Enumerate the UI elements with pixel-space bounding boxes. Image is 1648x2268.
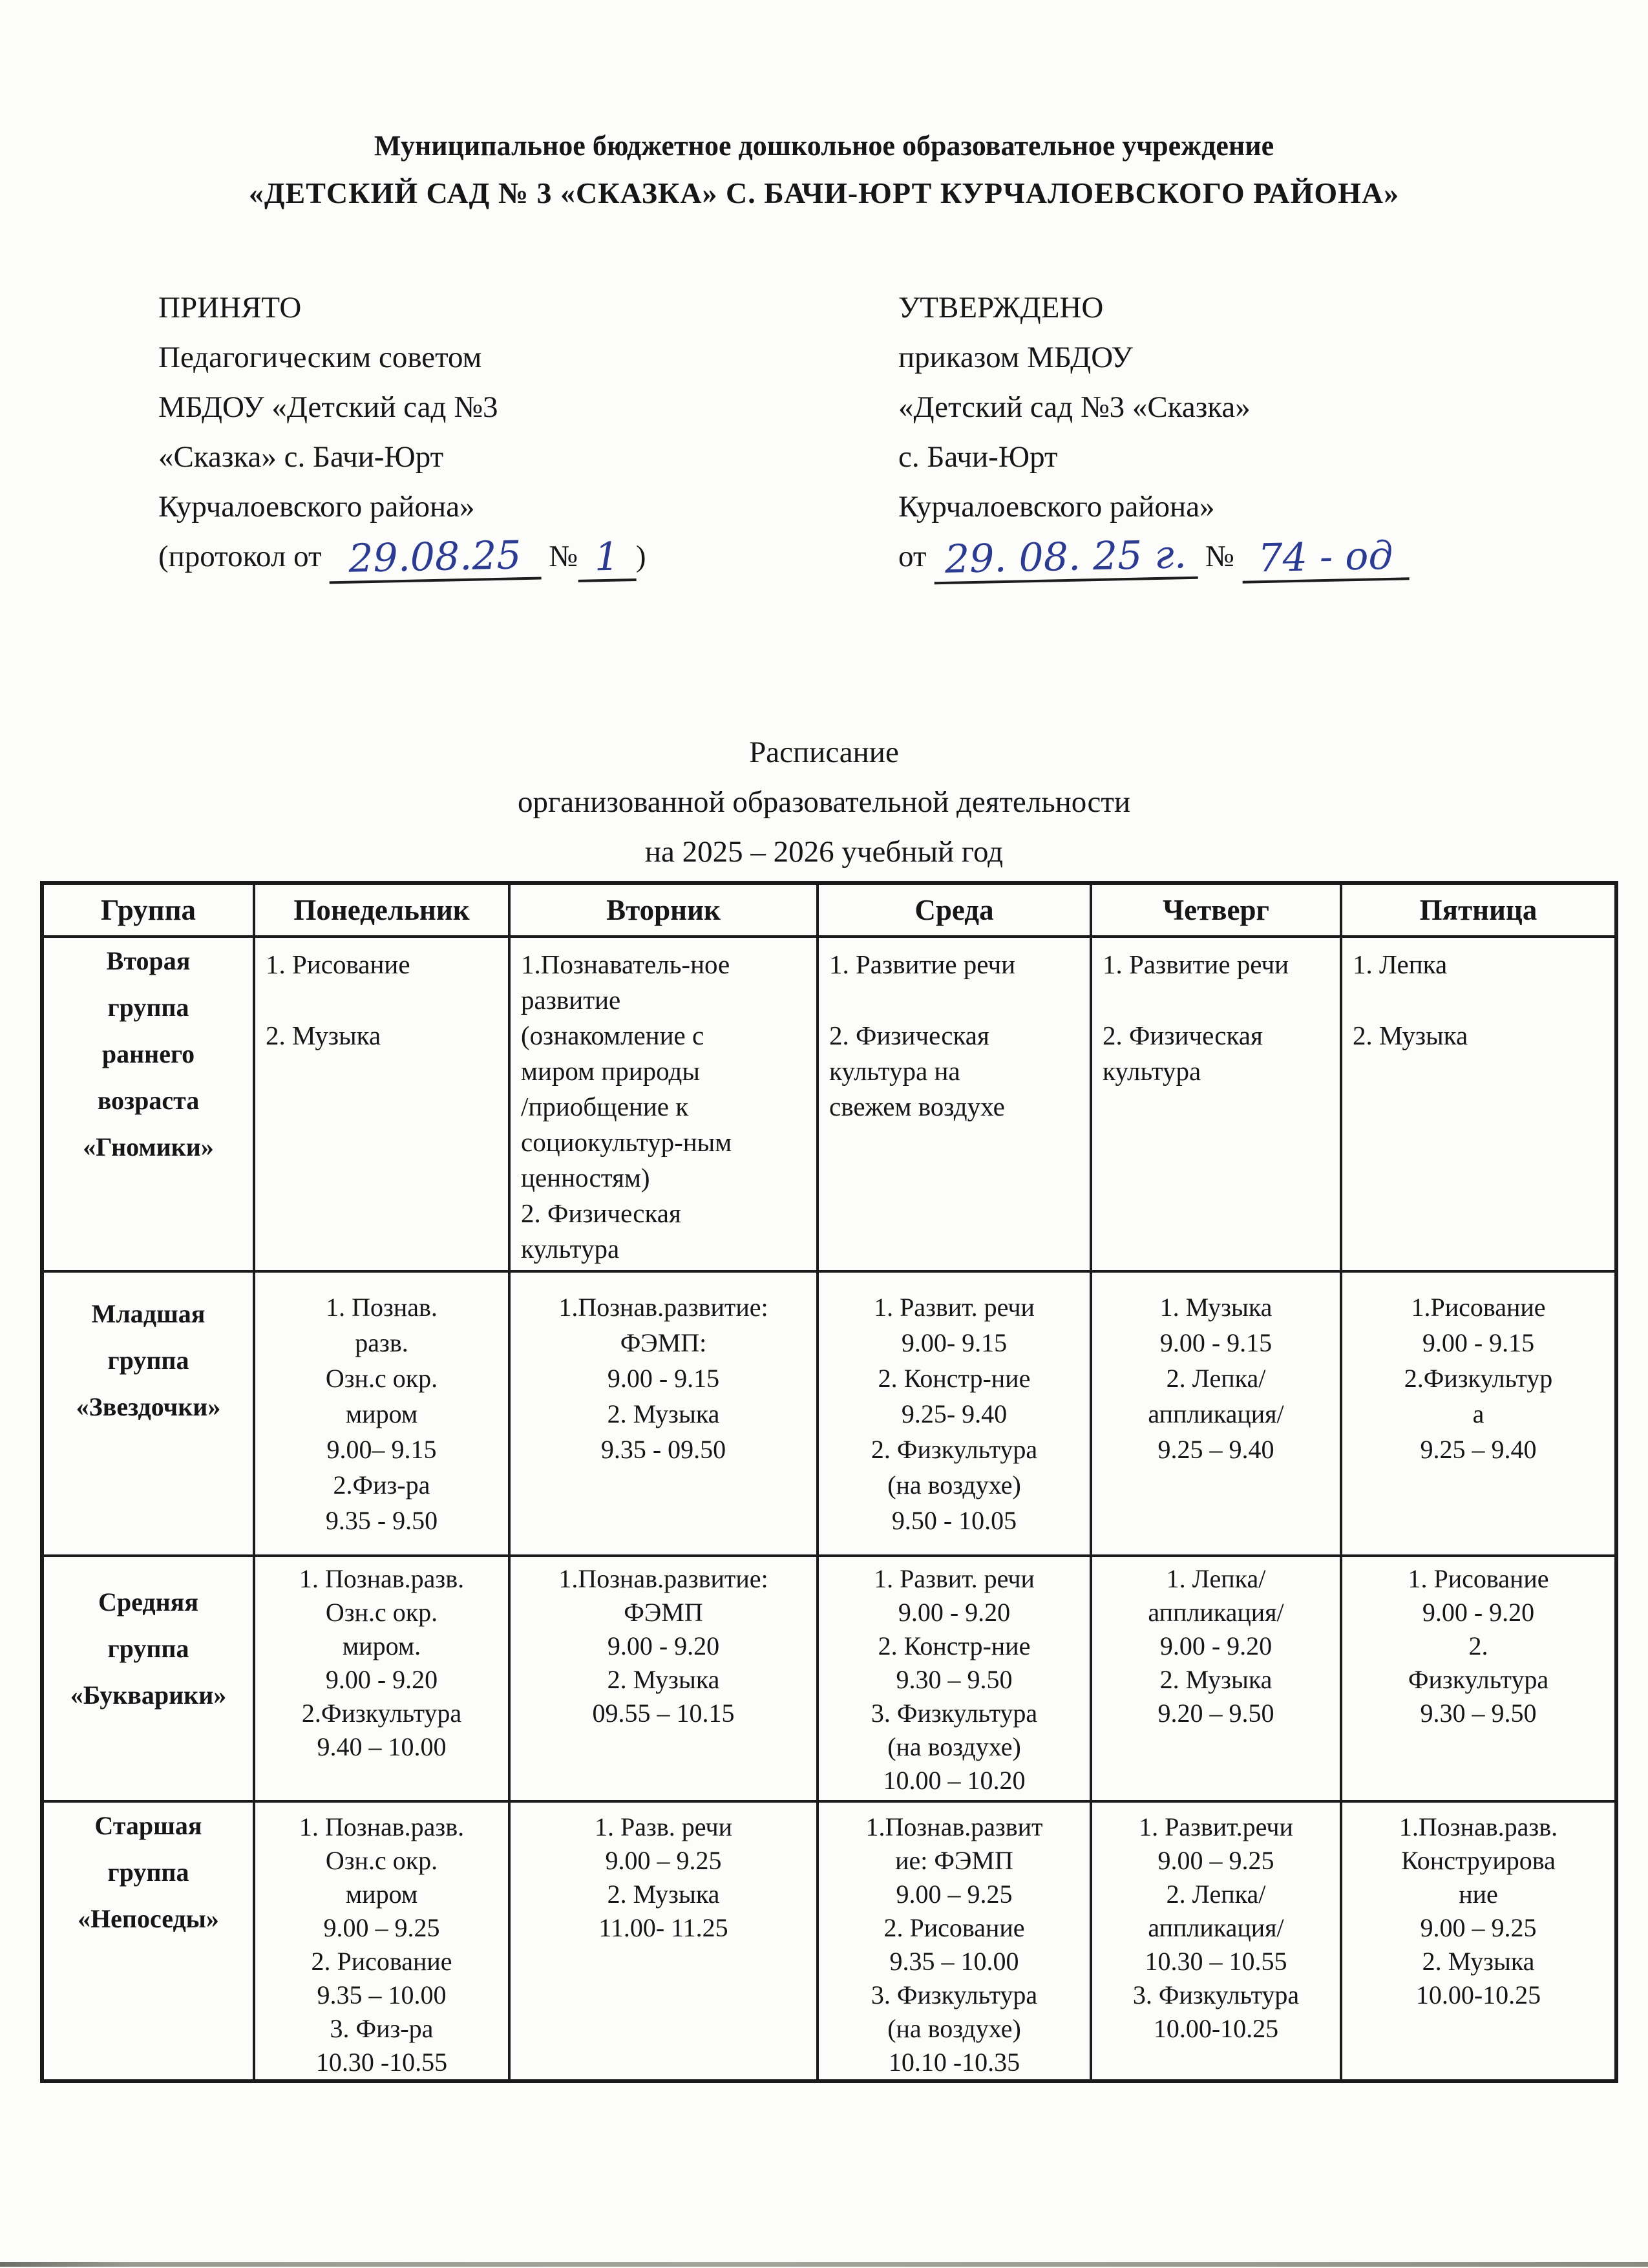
cell-line: возраста <box>97 1086 200 1115</box>
cell-line: 3. Физкультура <box>871 1980 1038 2009</box>
approved-line: приказом МБДОУ <box>898 341 1133 374</box>
cell-line: разв. <box>355 1328 408 1357</box>
schedule-cell-1-4 <box>1341 1271 1616 1556</box>
cell-line: Младшая <box>91 1299 206 1328</box>
handwritten-order-number: 74 - од <box>1241 536 1409 583</box>
cell-line: 1. Развит. речи <box>874 1564 1035 1593</box>
cell-line: 1. Лепка/ <box>1166 1564 1266 1593</box>
cell-line: ФЭМП <box>624 1598 703 1627</box>
cell-line: ценностям) <box>521 1163 650 1192</box>
schedule-cell-1-3 <box>1091 1271 1341 1556</box>
cell-line: 1. Познав.разв. <box>299 1812 465 1841</box>
schedule-cell-3-2 <box>818 1801 1091 2081</box>
cell-line: «Гномики» <box>83 1132 214 1161</box>
cell-line: 9.00 - 9.15 <box>607 1364 720 1393</box>
cell-line: 2.Физкультур <box>1404 1364 1553 1393</box>
cell-line: 9.35 - 9.50 <box>325 1506 438 1535</box>
cell-line: 9.50 - 10.05 <box>891 1506 1017 1535</box>
schedule-cell-0-3 <box>1091 937 1341 1271</box>
cell-line: 9.00 - 9.20 <box>1159 1631 1273 1660</box>
accepted-title: ПРИНЯТО <box>158 291 302 324</box>
cell-line: (на воздухе) <box>887 1732 1021 1761</box>
schedule-cell-0-2 <box>818 937 1091 1271</box>
cell-line: 2. Констр-ние <box>878 1364 1031 1393</box>
cell-line: 9.30 – 9.50 <box>896 1665 1013 1694</box>
schedule-title-line1: Расписание <box>749 736 899 769</box>
cell-line: 2. Констр-ние <box>878 1631 1031 1660</box>
cell-line: 9.25 – 9.40 <box>1420 1435 1537 1464</box>
cell-line: ие: ФЭМП <box>895 1846 1013 1875</box>
cell-line: 2. Физкультура <box>871 1435 1038 1464</box>
cell-line: 09.55 – 10.15 <box>592 1699 735 1728</box>
cell-line: 9.00 – 9.25 <box>1420 1913 1537 1942</box>
cell-line: 2. Музыка <box>607 1665 720 1694</box>
cell-line: 10.00-10.25 <box>1415 1980 1541 2009</box>
group-name-cell <box>42 1801 254 2081</box>
cell-line: (на воздухе) <box>887 1470 1021 1500</box>
cell-line: 2. Музыка <box>607 1399 720 1428</box>
cell-line: 10.00-10.25 <box>1153 2014 1279 2043</box>
cell-line: 11.00- 11.25 <box>598 1913 728 1942</box>
cell-line <box>1103 982 1336 1018</box>
cell-line: 1.Рисование <box>1411 1293 1546 1322</box>
cell-line: миром природы <box>521 1056 700 1086</box>
cell-line: 9.00 – 9.25 <box>896 1880 1013 1909</box>
schedule-title <box>0 728 1648 877</box>
schedule-table-head <box>42 883 1616 937</box>
cell-line: Средняя <box>98 1587 198 1616</box>
cell-line: 9.00 - 9.20 <box>325 1665 438 1694</box>
group-row-2 <box>42 1556 1616 1801</box>
cell-line: группа <box>107 1346 189 1375</box>
cell-line: 9.00 - 9.15 <box>1422 1328 1535 1357</box>
cell-line: культура на <box>829 1056 960 1086</box>
cell-line: 9.00 - 9.15 <box>1159 1328 1273 1357</box>
approved-block <box>898 283 1409 582</box>
org-name-line1: Муниципальное бюджетное дошкольное образовательное учреждение <box>374 130 1274 162</box>
cell-line: 9.00– 9.15 <box>326 1435 437 1464</box>
cell-line: 9.35 – 10.00 <box>317 1980 447 2009</box>
cell-line: 2.Физкультура <box>301 1699 462 1728</box>
cell-line: /приобщение к <box>521 1092 689 1121</box>
cell-line: миром <box>345 1399 418 1428</box>
scan-edge-artifact <box>0 2262 1648 2267</box>
schedule-cell-2-2 <box>818 1556 1091 1801</box>
cell-line: 9.35 – 10.00 <box>889 1947 1019 1976</box>
handwritten-order-date: 29. 08. 25 г. <box>934 535 1198 585</box>
cell-line: ФЭМП: <box>620 1328 707 1357</box>
cell-line: 2. Музыка <box>266 1021 381 1050</box>
cell-line: 10.30 – 10.55 <box>1145 1947 1287 1976</box>
cell-line: 1.Познав.разв. <box>1399 1812 1558 1841</box>
column-header-0: Группа <box>42 883 254 937</box>
schedule-cell-0-1 <box>509 937 818 1271</box>
cell-line <box>1353 982 1611 1018</box>
cell-line: Озн.с окр. <box>325 1364 438 1393</box>
cell-line: 3. Физ-ра <box>330 2014 434 2043</box>
schedule-cell-2-4 <box>1341 1556 1616 1801</box>
cell-line: 9.30 – 9.50 <box>1420 1699 1537 1728</box>
approved-line: «Детский сад №3 «Сказка» <box>898 390 1251 424</box>
approved-line: с. Бачи-Юрт <box>898 440 1058 474</box>
schedule-cell-1-2 <box>818 1271 1091 1556</box>
cell-line: 1. Развитие речи <box>829 949 1016 979</box>
cell-line: Старшая <box>94 1811 202 1840</box>
cell-line: 1. Лепка <box>1353 949 1448 979</box>
column-header-4: Четверг <box>1091 883 1341 937</box>
cell-line: «Звездочки» <box>76 1392 221 1421</box>
cell-line: 2. Музыка <box>1422 1947 1535 1976</box>
cell-line <box>829 982 1086 1018</box>
cell-line: культура <box>1103 1056 1201 1086</box>
protocol-suffix: ) <box>635 540 646 573</box>
protocol-line <box>158 532 646 582</box>
cell-line: 9.25- 9.40 <box>901 1399 1008 1428</box>
cell-line: группа <box>107 993 189 1022</box>
accepted-line: Педагогическим советом <box>158 341 482 374</box>
handwritten-protocol-number: 1 <box>577 537 636 582</box>
approved-line: Курчалоевского района» <box>898 490 1215 524</box>
cell-line: 2. Музыка <box>607 1880 720 1909</box>
schedule-title-line3: на 2025 – 2026 учебный год <box>644 835 1004 869</box>
cell-line: 1. Рисование <box>266 949 410 979</box>
cell-line: 1. Развитие речи <box>1103 949 1289 979</box>
schedule-cell-2-1 <box>509 1556 818 1801</box>
cell-line: 1. Развит.речи <box>1139 1812 1293 1841</box>
cell-line: 9.00 – 9.25 <box>1157 1846 1274 1875</box>
cell-line: 9.25 – 9.40 <box>1157 1435 1274 1464</box>
protocol-prefix: (протокол от <box>158 540 322 573</box>
cell-line: «Букварики» <box>70 1680 227 1710</box>
cell-line: социокультур-ным <box>521 1127 732 1157</box>
cell-line: 10.10 -10.35 <box>888 2048 1020 2077</box>
cell-line: 2. Рисование <box>883 1913 1025 1942</box>
cell-line: Озн.с окр. <box>325 1846 438 1875</box>
cell-line: 9.40 – 10.00 <box>317 1732 447 1761</box>
cell-line: 2. Физическая <box>1103 1021 1263 1050</box>
cell-line: 1. Познав.разв. <box>299 1564 465 1593</box>
cell-line: 2. Лепка/ <box>1166 1880 1266 1909</box>
schedule-cell-1-1 <box>509 1271 818 1556</box>
cell-line: (ознакомление с <box>521 1021 704 1050</box>
schedule-cell-1-0 <box>254 1271 509 1556</box>
cell-line: Конструирова <box>1401 1846 1556 1875</box>
cell-line: группа <box>107 1634 189 1663</box>
cell-line: а <box>1472 1399 1484 1428</box>
cell-line: 2. Музыка <box>1159 1665 1273 1694</box>
cell-line: 3. Физкультура <box>871 1699 1038 1728</box>
cell-line: 1.Познав.развитие: <box>558 1564 768 1593</box>
schedule-cell-0-0 <box>254 937 509 1271</box>
group-name-cell <box>42 1556 254 1801</box>
cell-line: 9.35 - 09.50 <box>600 1435 726 1464</box>
cell-line: 10.00 – 10.20 <box>883 1766 1026 1795</box>
cell-line: 1.Познаватель-ное <box>521 949 730 979</box>
handwritten-protocol-date: 29.08.25 <box>329 536 542 584</box>
cell-line: 2. <box>1468 1631 1488 1660</box>
protocol-number-sign: № <box>549 540 578 573</box>
org-name-line2: «ДЕТСКИЙ САД № 3 «СКАЗКА» С. БАЧИ-ЮРТ КУРЧАЛОЕВСКОГО РАЙОНА» <box>248 176 1400 209</box>
schedule-title-line2: организованной образовательной деятельности <box>517 785 1131 819</box>
group-row-0 <box>42 937 1616 1271</box>
cell-line: 2. Физическая <box>521 1198 681 1228</box>
schedule-table <box>40 881 1618 2083</box>
cell-line: 9.00 - 9.20 <box>898 1598 1011 1627</box>
cell-line: 3. Физкультура <box>1132 1980 1300 2009</box>
cell-line: «Непоседы» <box>78 1904 219 1933</box>
schedule-cell-2-0 <box>254 1556 509 1801</box>
cell-line: 1. Познав. <box>326 1293 438 1322</box>
group-row-1 <box>42 1271 1616 1556</box>
column-header-3: Среда <box>818 883 1091 937</box>
schedule-cell-3-4 <box>1341 1801 1616 2081</box>
schedule-cell-2-3 <box>1091 1556 1341 1801</box>
column-header-2: Вторник <box>509 883 818 937</box>
cell-line: культура <box>521 1234 620 1264</box>
cell-line: миром <box>345 1880 418 1909</box>
cell-line: 2. Рисование <box>311 1947 452 1976</box>
order-prefix: от <box>898 540 927 573</box>
cell-line: 9.00 - 9.20 <box>607 1631 720 1660</box>
header-row <box>42 883 1616 937</box>
schedule-cell-3-1 <box>509 1801 818 2081</box>
cell-line: 2. Музыка <box>1353 1021 1468 1050</box>
cell-line: 1. Развит. речи <box>874 1293 1035 1322</box>
cell-line: 2.Физ-ра <box>333 1470 430 1500</box>
schedule-cell-3-0 <box>254 1801 509 2081</box>
cell-line: ние <box>1459 1880 1498 1909</box>
column-header-5: Пятница <box>1341 883 1616 937</box>
cell-line: 1. Разв. речи <box>595 1812 732 1841</box>
document-header <box>0 123 1648 217</box>
accepted-line: МБДОУ «Детский сад №3 <box>158 390 498 424</box>
order-number-sign: № <box>1205 540 1234 573</box>
accepted-block <box>158 283 646 582</box>
cell-line: группа <box>107 1858 189 1887</box>
cell-line: развитие <box>521 985 621 1015</box>
schedule-cell-0-4 <box>1341 937 1616 1271</box>
cell-line: 9.00 – 9.25 <box>323 1913 440 1942</box>
cell-line: 1.Познав.развит <box>865 1812 1043 1841</box>
cell-line: Физкультура <box>1408 1665 1549 1694</box>
cell-line: аппликация/ <box>1148 1913 1284 1942</box>
cell-line: 9.20 – 9.50 <box>1157 1699 1274 1728</box>
approved-title: УТВЕРЖДЕНО <box>898 291 1104 324</box>
accepted-line: «Сказка» с. Бачи-Юрт <box>158 440 444 474</box>
group-name-cell <box>42 1271 254 1556</box>
cell-line: 9.00- 9.15 <box>901 1328 1008 1357</box>
cell-line: аппликация/ <box>1148 1399 1284 1428</box>
cell-line: 1. Рисование <box>1408 1564 1549 1593</box>
cell-line <box>266 982 504 1018</box>
cell-line: 9.00 – 9.25 <box>605 1846 722 1875</box>
cell-line: аппликация/ <box>1148 1598 1284 1627</box>
cell-line: 1. Музыка <box>1159 1293 1273 1322</box>
order-line <box>898 532 1409 582</box>
cell-line: 9.00 - 9.20 <box>1422 1598 1535 1627</box>
cell-line: раннего <box>101 1039 195 1068</box>
accepted-line: Курчалоевского района» <box>158 490 475 524</box>
cell-line: (на воздухе) <box>887 2014 1021 2043</box>
schedule-table-body <box>42 937 1616 2081</box>
column-header-1: Понедельник <box>254 883 509 937</box>
group-name-cell <box>42 937 254 1271</box>
cell-line: свежем воздухе <box>829 1092 1005 1121</box>
schedule-cell-3-3 <box>1091 1801 1341 2081</box>
cell-line: 1.Познав.развитие: <box>558 1293 768 1322</box>
cell-line: 2. Лепка/ <box>1166 1364 1266 1393</box>
cell-line: миром. <box>342 1631 421 1660</box>
group-row-3 <box>42 1801 1616 2081</box>
cell-line: 10.30 -10.55 <box>315 2048 448 2077</box>
cell-line: Озн.с окр. <box>325 1598 438 1627</box>
cell-line: 2. Физическая <box>829 1021 989 1050</box>
cell-line: Вторая <box>106 946 191 975</box>
